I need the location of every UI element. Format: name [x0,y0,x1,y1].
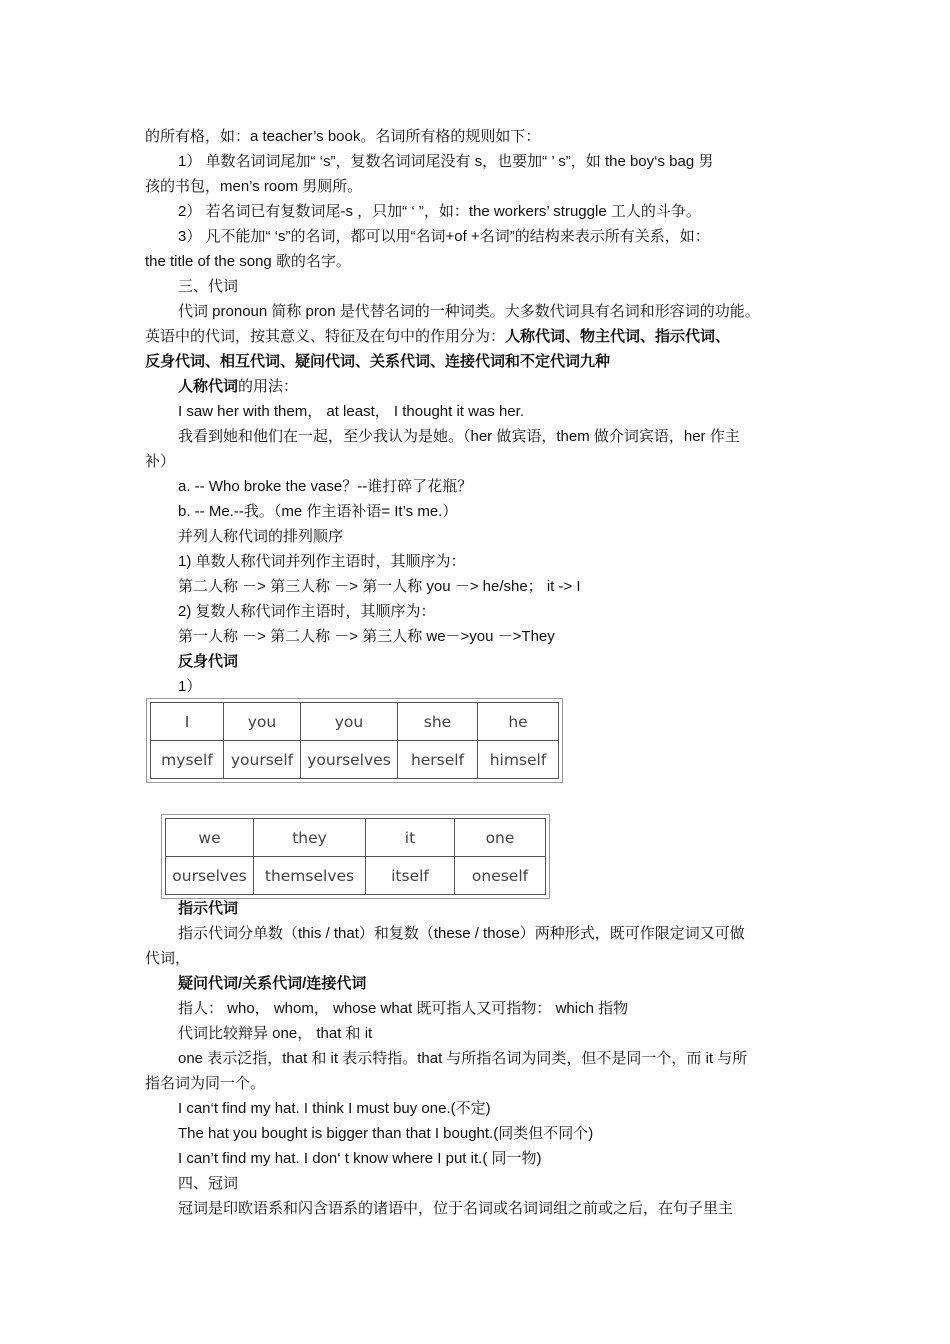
table-cell: himself [478,741,559,779]
table-cell: themselves [254,857,366,895]
text-line: 1) 单数人称代词并列作主语时，其顺序为： [178,553,466,570]
reflexive-pronoun-table-plural [165,818,546,895]
text-line: 指名词为同一个。 [145,1075,266,1092]
table-cell: we [166,819,254,857]
text-line: 补） [145,453,176,470]
text-line: 并列人称代词的排列顺序 [178,528,344,545]
bold-heading: 人称代词 [178,378,239,395]
text-line: one 表示泛指，that 和 it 表示特指。that 与所指名词为同类，但不是同一个，而 it 与所 [178,1050,748,1067]
table-row [151,741,559,779]
table-row [166,819,546,857]
text-line: 代词， [145,950,191,967]
text-line: 孩的书包，men’s room 男厕所。 [145,178,363,195]
text-line: 代词 pronoun 简称 pron 是代替名词的一种词类。大多数代词具有名词和形容词的功能。 [178,303,760,320]
text-span: 英语中的代词，按其意义、特征及在句中的作用分为： [145,328,506,345]
bold-heading: 反身代词 [178,653,239,670]
text-line: 的所有格，如：a teacher’s book。名词所有格的规则如下： [145,128,541,145]
bold-text-line: 反身代词、相互代词、疑问代词、关系代词、连接代词和不定代词九种 [145,353,611,370]
table-cell: yourselves [301,741,398,779]
table-cell: oneself [455,857,546,895]
table-cell: they [254,819,366,857]
table-cell: she [398,703,478,741]
text-line: I can‘t find my hat. I think I must buy one.(不定) [178,1100,491,1117]
text-line: the title of the song 歌的名字。 [145,253,351,270]
text-line: 2） 若名词已有复数词尾-s ，只加“ ‘ ”，如：the workers’ struggle 工人的斗争。 [178,203,701,220]
table-cell: itself [366,857,455,895]
text-line [178,377,843,397]
table-row [151,703,559,741]
text-line: 1） 单数名词词尾加“ ‘s”，复数名词词尾没有 s，也要加“ ’ s”，如 the boy‘s bag 男 [178,153,714,170]
section-heading: 三、代词 [178,278,239,295]
table-row [166,857,546,895]
text-line [145,327,810,347]
text-line: 我看到她和他们在一起，至少我认为是她。（her 做宾语，them 做介词宾语，her 作主 [178,428,740,445]
text-line: 冠词是印欧语系和闪含语系的诸语中，位于名词或名词词组之前或之后，在句子里主 [178,1200,734,1217]
table-cell: he [478,703,559,741]
table-cell: myself [151,741,224,779]
table-cell: I [151,703,224,741]
section-heading: 四、冠词 [178,1175,239,1192]
table-cell: one [455,819,546,857]
text-line: 3） 凡不能加“ ‘s”的名词，都可以用“名词+of +名词”的结构来表示所有关系，如： [178,228,710,245]
text-line: 代词比较辩异 one， that 和 it [178,1025,373,1042]
text-line: I saw her with them， at least， I thought it was her. [178,403,524,420]
bold-heading: 疑问代词/关系代词/连接代词 [178,975,367,992]
text-line: I can’t find my hat. I don‘ t know where I put it.( 同一物) [178,1150,542,1167]
text-line: b. -- Me.--我。（me 作主语补语= It’s me.） [178,503,458,520]
text-line: a. -- Who broke the vase？--谁打碎了花瓶？ [178,478,473,495]
text-line: 2) 复数人称代词作主语时，其顺序为： [178,603,436,620]
text-line: 第一人称 －> 第二人称 －> 第三人称 we－>you －>They [178,628,555,645]
bold-heading: 指示代词 [178,900,239,917]
table-cell: you [301,703,398,741]
table-cell: yourself [224,741,301,779]
table-cell: it [366,819,455,857]
text-span: 的用法： [238,378,299,395]
text-line: The hat you bought is bigger than that I bought.(同类但不同个) [178,1125,594,1142]
text-line: 1） [178,678,202,695]
text-line: 指人： who， whom， whose what 既可指人又可指物： which 指物 [178,1000,629,1017]
reflexive-pronoun-table-singular [150,702,559,779]
table-cell: you [224,703,301,741]
bold-text: 人称代词、物主代词、指示代词、 [505,328,731,345]
table-cell: ourselves [166,857,254,895]
table-cell: herself [398,741,478,779]
text-line: 第二人称 －> 第三人称 －> 第一人称 you －> he/she； it -> I [178,578,581,595]
text-line: 指示代词分单数（this / that）和复数（these / those）两种形式，既可作限定词又可做 [178,925,745,942]
